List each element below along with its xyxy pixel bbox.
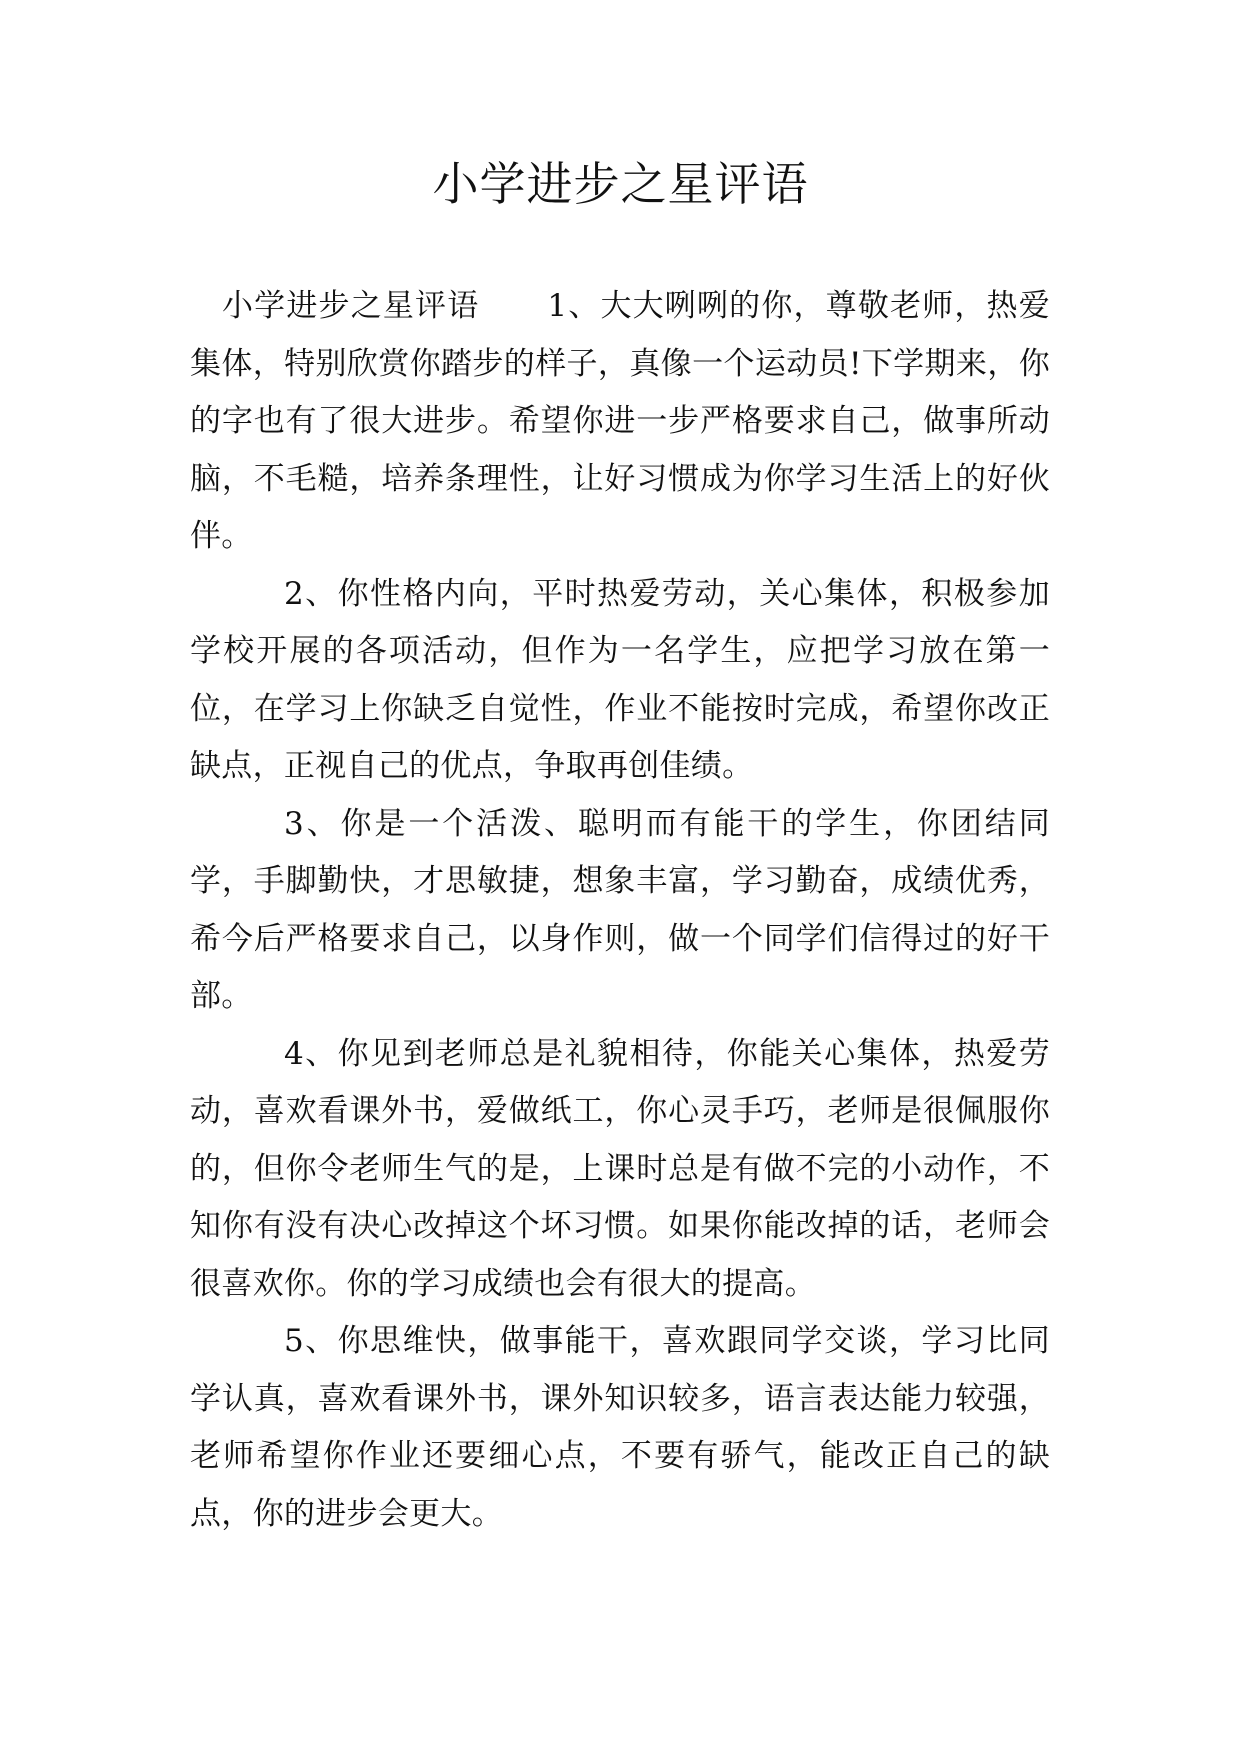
paragraph-5: 5、你思维快，做事能干，喜欢跟同学交谈，学习比同学认真，喜欢看课外书，课外知识较多，语言表达能力较强，老师希望你作业还要细心点，不要有骄气，能改正自己的缺点，你的进步会更大。 [190,1323,1050,1532]
paragraph-1-text: 1、大大咧咧的你，尊敬老师，热爱集体，特别欣赏你踏步的样子，真像一个运动员!下学期来，你的字也有了很大进步。希望你进一步严格要求自己，做事所动脑，不毛糙，培养条理性，让好习惯成为你学习生活上的好伙伴。 [190,288,1050,554]
page-title: 小学进步之星评语 [432,157,809,211]
paragraph-2: 2、你性格内向，平时热爱劳动，关心集体，积极参加学校开展的各项活动，但作为一名学生，应把学习放在第一位，在学习上你缺乏自觉性，作业不能按时完成，希望你改正缺点，正视自己的优点，争取再创佳绩。 [190,575,1050,784]
lead-title: 小学进步之星评语 [222,288,480,324]
paragraph-1 [190,278,1050,566]
paragraph-4: 4、你见到老师总是礼貌相待，你能关心集体，热爱劳动，喜欢看课外书，爱做纸工，你心灵手巧，老师是很佩服你的，但你令老师生气的是，上课时总是有做不完的小动作，不知你有没有决心改掉这个坏习惯。如果你能改掉的话，老师会很喜欢你。你的学习成绩也会有很大的提高。 [190,1035,1050,1302]
paragraph-3: 3、你是一个活泼、聪明而有能干的学生，你团结同学，手脚勤快，才思敏捷，想象丰富，学习勤奋，成绩优秀，希今后严格要求自己，以身作则，做一个同学们信得过的好干部。 [190,805,1050,1014]
document-body [190,278,1050,1543]
